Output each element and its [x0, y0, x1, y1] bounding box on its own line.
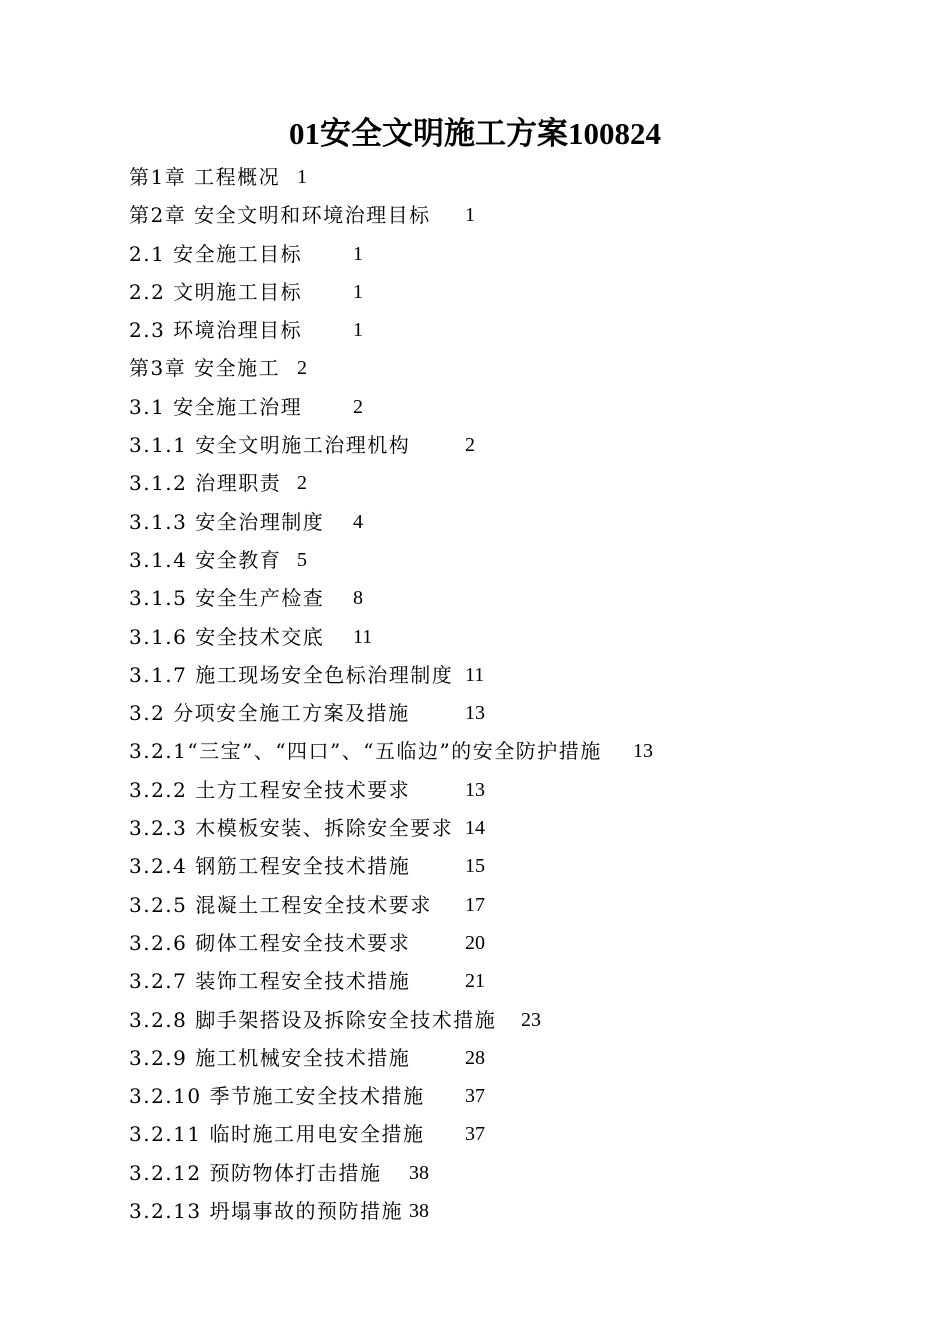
toc-entry: [129, 1077, 889, 1115]
toc-entry-page: 17: [465, 893, 485, 916]
toc-entry-page: 1: [353, 280, 363, 303]
toc-entry-label: 3.1.2 治理职责: [129, 471, 282, 496]
toc-entry: [129, 732, 889, 770]
toc-entry-label: 3.2.4 钢筋工程安全技术措施: [129, 854, 411, 879]
toc-entry: [129, 1115, 889, 1153]
toc-entry: [129, 311, 889, 349]
toc-entry-page: 4: [353, 510, 363, 533]
toc-entry: [129, 1001, 889, 1039]
toc-entry: [129, 809, 889, 847]
toc-entry-label: 3.1.3 安全治理制度: [129, 509, 325, 534]
toc-entry-page: 1: [353, 242, 363, 265]
toc-entry-page: 37: [465, 1085, 485, 1108]
toc-entry-label: 3.2 分项安全施工方案及措施: [129, 701, 410, 726]
document-title: 01安全文明施工方案100824: [289, 116, 661, 151]
toc-entry-label: 3.2.12 预防物体打击措施: [129, 1160, 382, 1185]
toc-entry-label: 3.2.13 坍塌事故的预防措施: [129, 1199, 403, 1224]
toc-entry-label: 3.2.1“三宝”、“四口”、“五临边”的安全防护措施: [129, 739, 602, 764]
toc-entry: [129, 771, 889, 809]
toc-entry-page: 2: [297, 472, 307, 495]
toc-entry: [129, 426, 889, 464]
toc-entry-page: 13: [465, 702, 485, 725]
toc-entry: [129, 886, 889, 924]
toc-entry-page: 37: [465, 1123, 485, 1146]
toc-entry-label: 第2章 安全文明和环境治理目标: [129, 203, 431, 228]
toc-entry-page: 8: [353, 587, 363, 610]
toc-entry-label: 3.1.7 施工现场安全色标治理制度: [129, 662, 454, 687]
toc-entry-page: 38: [409, 1200, 429, 1223]
toc-entry-label: 第3章 安全施工: [129, 356, 281, 381]
toc-entry-label: 2.3 环境治理目标: [129, 318, 303, 343]
toc-entry-page: 20: [465, 931, 485, 954]
toc-entry: [129, 1039, 889, 1077]
toc-entry-label: 3.1.6 安全技术交底: [129, 624, 325, 649]
toc-entry-page: 11: [353, 625, 373, 648]
toc-entry: [129, 158, 889, 196]
toc-entry-page: 1: [297, 166, 307, 188]
toc-entry-page: 5: [297, 548, 307, 571]
toc-entry-label: 3.1.5 安全生产检查: [129, 586, 325, 611]
toc-entry-page: 38: [409, 1161, 429, 1184]
toc-entry: [129, 1154, 889, 1192]
toc-entry-page: 13: [465, 778, 485, 801]
toc-entry: [129, 464, 889, 502]
toc-entry-page: 2: [465, 434, 475, 457]
toc-entry-page: 2: [353, 395, 363, 418]
toc-entry-label: 3.1.4 安全教育: [129, 547, 282, 572]
toc-entry-label: 3.2.8 脚手架搭设及拆除安全技术措施: [129, 1007, 497, 1032]
toc-entry-label: 2.1 安全施工目标: [129, 241, 303, 266]
toc-entry-page: 2: [297, 357, 307, 380]
toc-entry: [129, 1192, 889, 1230]
toc-entry-label: 3.1.1 安全文明施工治理机构: [129, 433, 411, 458]
toc-entry-label: 3.2.9 施工机械安全技术措施: [129, 1045, 411, 1070]
toc-entry: [129, 618, 889, 656]
toc-entry-page: 14: [465, 817, 485, 840]
toc-entry-label: 3.1 安全施工治理: [129, 394, 303, 419]
toc-entry: [129, 235, 889, 273]
toc-entry: [129, 349, 889, 387]
toc-entry: [129, 924, 889, 962]
toc-entry-label: 3.2.10 季节施工安全技术措施: [129, 1084, 425, 1109]
toc-entry-label: 3.2.5 混凝土工程安全技术要求: [129, 892, 432, 917]
toc-entry-page: 1: [465, 204, 475, 227]
toc-entry-label: 3.2.2 土方工程安全技术要求: [129, 777, 411, 802]
toc-entry-page: 21: [465, 970, 485, 993]
toc-entry: [129, 541, 889, 579]
toc-entry-page: 15: [465, 855, 485, 878]
toc-entry: [129, 273, 889, 311]
toc-entry: [129, 503, 889, 541]
toc-entry-page: 13: [633, 740, 653, 763]
toc-entry-page: 23: [521, 1008, 541, 1031]
toc-entry: [129, 388, 889, 426]
toc-entry-label: 3.2.11 临时施工用电安全措施: [129, 1122, 425, 1147]
toc-entry-label: 3.2.3 木模板安装、拆除安全要求: [129, 816, 454, 841]
toc-entry: [129, 196, 889, 234]
toc-entry-label: 3.2.6 砌体工程安全技术要求: [129, 930, 411, 955]
table-of-contents: [129, 158, 889, 1230]
toc-entry-page: 11: [465, 663, 485, 686]
toc-entry-page: 28: [465, 1046, 485, 1069]
toc-entry-label: 2.2 文明施工目标: [129, 279, 303, 304]
toc-entry-label: 3.2.7 装饰工程安全技术措施: [129, 969, 411, 994]
toc-entry: [129, 656, 889, 694]
toc-entry-page: 1: [353, 319, 363, 342]
toc-entry: [129, 694, 889, 732]
toc-entry: [129, 847, 889, 885]
toc-entry: [129, 962, 889, 1000]
toc-entry-label: 第1章 工程概况: [129, 165, 281, 189]
toc-entry: [129, 579, 889, 617]
